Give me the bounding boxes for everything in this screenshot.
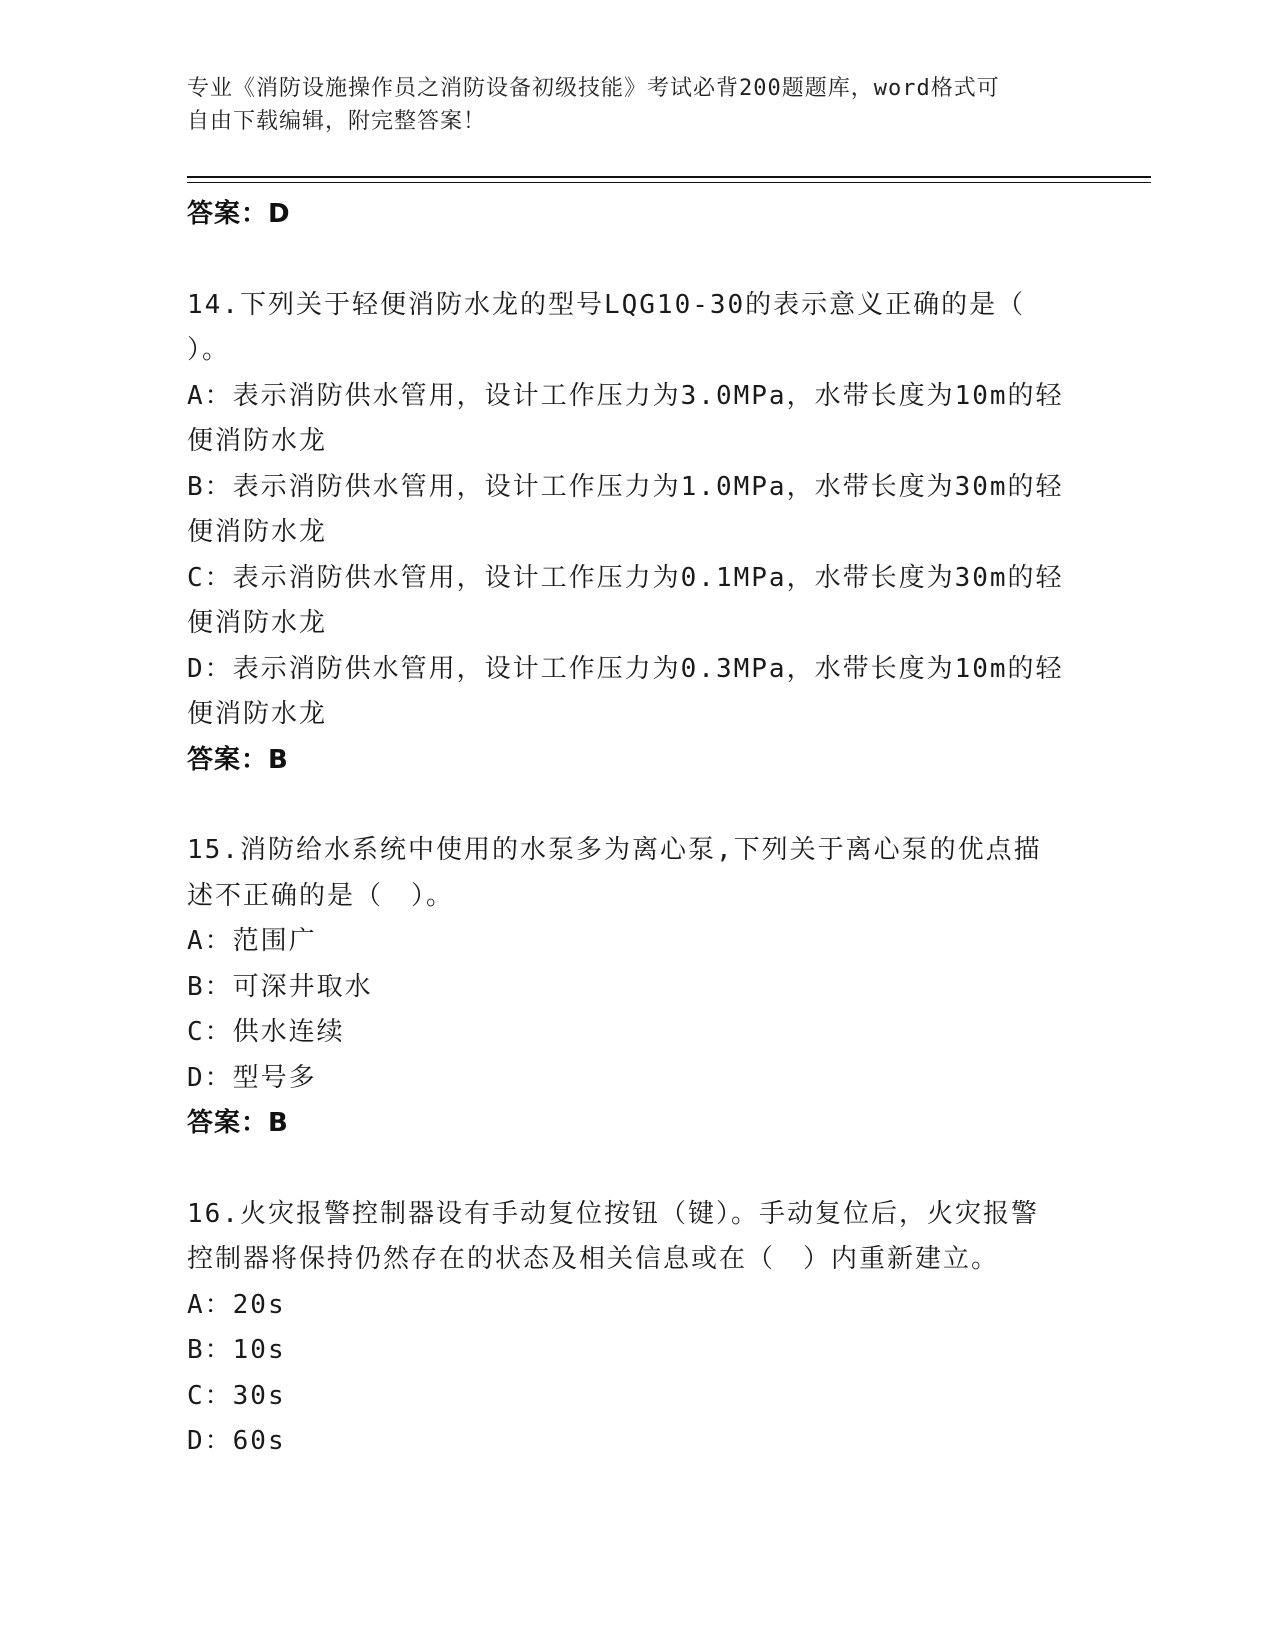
question-stem: 15.消防给水系统中使用的水泵多为离心泵,下列关于离心泵的优点描 (187, 835, 1042, 865)
option-c: C：供水连续 (187, 1017, 345, 1047)
option-d (187, 647, 1087, 738)
question-stem-continued: 控制器将保持仍然存在的状态及相关信息或在（ ）内重新建立。 (187, 1244, 1000, 1274)
page-header (187, 72, 1087, 138)
option-text-continued: 便消防水龙 (187, 608, 328, 638)
spacer (187, 1147, 1087, 1192)
option-text: A：表示消防供水管用，设计工作压力为3.0MPa，水带长度为10m的轻 (187, 380, 1064, 411)
option-text: B：表示消防供水管用，设计工作压力为1.0MPa，水带长度为30m的轻 (187, 471, 1064, 502)
header-divider-thick (187, 176, 1151, 178)
answer: 答案：B (187, 1108, 289, 1138)
header-line-2: 自由下载编辑，附完整答案！ (187, 109, 487, 134)
question-stem: 16.火灾报警控制器设有手动复位按钮（键）。手动复位后，火灾报警 (187, 1198, 1039, 1229)
question-14 (187, 283, 1087, 784)
option-b (187, 465, 1087, 556)
option-d: D：60s (187, 1426, 286, 1456)
question-15 (187, 828, 1087, 1147)
option-d: D：型号多 (187, 1062, 317, 1093)
option-b: B：10s (187, 1335, 286, 1365)
previous-answer: 答案：D (187, 199, 291, 229)
spacer (187, 238, 1087, 283)
option-text: D：表示消防供水管用，设计工作压力为0.3MPa，水带长度为10m的轻 (187, 653, 1064, 684)
question-stem-continued: 述不正确的是（ ）。 (187, 880, 455, 911)
option-text-continued: 便消防水龙 (187, 517, 328, 547)
option-c: C：30s (187, 1380, 286, 1411)
option-text: C：表示消防供水管用，设计工作压力为0.1MPa，水带长度为30m的轻 (187, 562, 1064, 593)
answer: 答案：B (187, 744, 289, 775)
question-16 (187, 1192, 1087, 1465)
option-a: A：20s (187, 1289, 286, 1320)
option-c (187, 556, 1087, 647)
option-b: B：可深井取水 (187, 971, 373, 1002)
question-stem-continued: ）。 (187, 335, 231, 365)
header-line-1: 专业《消防设施操作员之消防设备初级技能》考试必背200题题库，word格式可 (187, 76, 1000, 101)
option-text-continued: 便消防水龙 (187, 426, 328, 456)
question-list (187, 192, 1087, 1465)
option-a (187, 374, 1087, 465)
option-text-continued: 便消防水龙 (187, 699, 328, 729)
spacer (187, 783, 1087, 828)
header-divider-thin (187, 182, 1151, 183)
option-a: A：范围广 (187, 926, 317, 956)
question-stem: 14.下列关于轻便消防水龙的型号LQG10-30的表示意义正确的是（ (187, 289, 1026, 320)
